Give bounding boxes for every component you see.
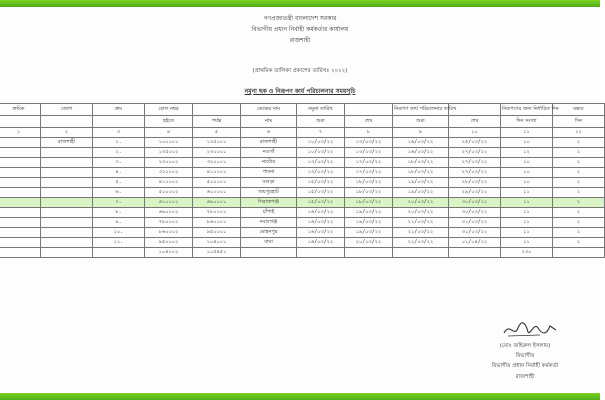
- table-cell: ১৫/০৩/২২: [297, 198, 345, 208]
- table-cell: ১৫/০৩/২২: [297, 178, 345, 188]
- table-cell: ক্রম: [93, 104, 145, 116]
- table-cell: ৩০/০৩/২২: [449, 198, 501, 208]
- table-cell: ৭: [297, 128, 345, 138]
- table-cell: শুরু: [297, 116, 345, 128]
- table-cell: পর্যন্ত: [193, 116, 241, 128]
- table-cell: ৩১/০৩/২২: [449, 218, 501, 228]
- header-line-1: গণপ্রজাতন্ত্রী বাংলাদেশ সরকার: [263, 15, 337, 22]
- table-cell: বাঘা: [241, 238, 297, 248]
- header-line-3: রাজশাহী: [289, 37, 311, 44]
- table-cell: [0, 158, 41, 168]
- table-cell: ১৮/০৩/২২: [345, 178, 393, 188]
- table-cell: [0, 138, 41, 148]
- table-cell: ৯৫০০০২: [145, 238, 193, 248]
- table-cell: [0, 238, 41, 248]
- table-row: [0, 238, 605, 248]
- table-cell: ২৭/০৩/২২: [449, 158, 501, 168]
- table-cell: মন্তব্য: [553, 104, 605, 116]
- table-cell: ৬.: [93, 188, 145, 198]
- table-cell: ২: [553, 198, 605, 208]
- table-cell: দিন সংখ্যা: [501, 116, 553, 128]
- table-cell: ১৩৫০০১: [193, 138, 241, 148]
- table-cell: শেষ: [345, 116, 393, 128]
- table-cell: ২৭/০৩/২২: [449, 168, 501, 178]
- signature-mark: [500, 318, 560, 340]
- table-cell: [241, 248, 297, 258]
- table-cell: শুরু: [393, 116, 449, 128]
- table-cell: ২: [553, 208, 605, 218]
- table-row: [0, 248, 605, 258]
- table-cell: জয়পুরহাট: [241, 188, 297, 198]
- table-cell: ২: [553, 158, 605, 168]
- table-cell: ১২: [553, 128, 605, 138]
- table-cell: [41, 168, 93, 178]
- table-cell: ১১: [501, 218, 553, 228]
- table-cell: দিন: [553, 116, 605, 128]
- table-cell: ৫০০০০১: [193, 178, 241, 188]
- table-cell: [93, 248, 145, 258]
- table-cell: ৮৬০০০১: [193, 218, 241, 228]
- table-cell: ১৬/০৩/২২: [297, 228, 345, 238]
- table-cell: ২: [553, 228, 605, 238]
- table-cell: ৮৬০০০২: [145, 228, 193, 238]
- table-cell: ৪: [145, 128, 193, 138]
- table-cell: ৩২০০০১: [193, 158, 241, 168]
- table-cell: ১০৪০০১: [193, 238, 241, 248]
- table-cell: ২৩০: [501, 248, 553, 258]
- table-cell: ১১: [501, 208, 553, 218]
- table-cell: [393, 248, 449, 258]
- table-cell: ৩: [93, 128, 145, 138]
- table-cell: ২২/০৩/২২: [393, 238, 449, 248]
- table-row: [0, 188, 605, 198]
- table-cell: [345, 248, 393, 258]
- table-cell: ১১.: [93, 238, 145, 248]
- table-cell: ২: [553, 148, 605, 158]
- table-cell: ৩২০০০২: [145, 168, 193, 178]
- table-cell: ৪.: [93, 168, 145, 178]
- table-cell: ১০: [449, 128, 501, 138]
- table-header-row: [0, 104, 605, 116]
- table-cell: নাটোর: [241, 158, 297, 168]
- table-cell: [345, 104, 393, 116]
- table-row: [0, 158, 605, 168]
- table-cell: ১০/০৩/২২: [297, 148, 345, 158]
- table-cell: [41, 148, 93, 158]
- table-cell: নাম: [241, 116, 297, 128]
- table-cell: ক্রমিক: [0, 104, 41, 116]
- table-cell: [193, 104, 241, 116]
- table-cell: ৫০০০০২: [145, 188, 193, 198]
- table-cell: ২০/০৩/২২: [345, 238, 393, 248]
- table-cell: ২৮/০৩/২২: [449, 178, 501, 188]
- table-cell: ১০৪০০২: [145, 248, 193, 258]
- table-cell: ৭৮০০০২: [145, 218, 193, 228]
- table-title: নমুনা ছক ও নিরূপণ কার্য পরিচালনার সময়সূচি: [244, 88, 356, 95]
- table-cell: ১১: [501, 128, 553, 138]
- table-cell: [93, 116, 145, 128]
- table-cell: ৩১/০৩/২২: [449, 228, 501, 238]
- table-cell: ১৩/০৩/২২: [345, 148, 393, 158]
- table-cell: [41, 198, 93, 208]
- table-cell: ১৩/০৩/২২: [345, 138, 393, 148]
- table-cell: রাজশাহী: [241, 138, 297, 148]
- table-cell: ১০/০৩/২২: [297, 138, 345, 148]
- table-cell: ১৩/০৩/২২: [297, 158, 345, 168]
- table-cell: ১৯/০৩/২২: [393, 188, 449, 198]
- table-cell: [297, 248, 345, 258]
- table-cell: ১৮/০৩/২২: [345, 188, 393, 198]
- table-cell: ১৬/০৩/২২: [393, 148, 449, 158]
- table-cell: ২৩০০০২: [145, 158, 193, 168]
- table-cell: ২১/০৩/২২: [393, 228, 449, 238]
- table-cell: [553, 248, 605, 258]
- signatory-location: রাজশাহী: [515, 374, 535, 380]
- table-cell: [0, 168, 41, 178]
- table-cell: ৫: [193, 128, 241, 138]
- table-cell: ৮: [345, 128, 393, 138]
- table-cell: চাঁপাই: [241, 208, 297, 218]
- table-cell: ১৮/০৩/২২: [393, 158, 449, 168]
- table-row: [0, 198, 605, 208]
- table-cell: ৬৯০০০২: [145, 208, 193, 218]
- table-number-row: [0, 128, 605, 138]
- table-cell: ১৬/০৩/২২: [297, 238, 345, 248]
- table-row: [0, 148, 605, 158]
- table-cell: কেন্দ্রের নাম: [241, 104, 297, 116]
- table-cell: ১৯/০৩/২২: [345, 218, 393, 228]
- table-cell: [41, 238, 93, 248]
- table-cell: ৯.: [93, 218, 145, 228]
- table-cell: ০১/০৪/২২: [449, 238, 501, 248]
- table-cell: [0, 188, 41, 198]
- table-cell: ২০/০৩/২২: [393, 208, 449, 218]
- table-cell: নমুনা তারিখ: [297, 104, 345, 116]
- table-cell: ২.: [93, 148, 145, 158]
- table-cell: ২৩০০০১: [193, 148, 241, 158]
- table-cell: [0, 148, 41, 158]
- table-cell: ১৮/০৩/২২: [393, 168, 449, 178]
- table-cell: ১০: [501, 178, 553, 188]
- table-cell: ৯৫০০০১: [193, 228, 241, 238]
- signatory-name: (মোঃ জহিরুল ইসলাম): [499, 343, 551, 349]
- table-cell: ১৭/০৩/২২: [345, 158, 393, 168]
- table-cell: ২: [41, 128, 93, 138]
- table-cell: [41, 116, 93, 128]
- table-cell: ১১: [501, 228, 553, 238]
- table-cell: ২৭/০৩/২২: [449, 148, 501, 158]
- table-cell: রাজশাহী: [41, 138, 93, 148]
- table-cell: ১৯/০৩/২২: [345, 208, 393, 218]
- table-cell: ৬১০০০১: [193, 188, 241, 198]
- table-cell: [0, 218, 41, 228]
- table-cell: ২: [553, 218, 605, 228]
- table-cell: [0, 116, 41, 128]
- table-cell: বগুড়া: [241, 178, 297, 188]
- table-cell: ৩০/০৩/২২: [449, 208, 501, 218]
- table-row: [0, 178, 605, 188]
- table-row: [0, 208, 605, 218]
- table-cell: [41, 248, 93, 258]
- table-cell: ১১: [501, 188, 553, 198]
- table-cell: ৮.: [93, 208, 145, 218]
- table-cell: ১৬/০৩/২২: [297, 218, 345, 228]
- table-cell: [41, 178, 93, 188]
- table-cell: ১১: [501, 198, 553, 208]
- table-cell: ১০: [501, 168, 553, 178]
- header-line-2: বিভাগীয় প্রধান নির্বাহী কর্মকর্তার কার্যালয়: [251, 26, 349, 33]
- table-cell: ১৬/০৩/২২: [297, 208, 345, 218]
- table-cell: পাবনা: [241, 168, 297, 178]
- table-cell: [41, 188, 93, 198]
- table-cell: ১৬/০৩/২২: [393, 138, 449, 148]
- table-cell: ৬৯০০০১: [193, 198, 241, 208]
- table-cell: ২: [553, 178, 605, 188]
- bottom-green-border: [0, 393, 600, 400]
- table-cell: ১৩৫০০২: [145, 148, 193, 158]
- table-cell: জেলা: [41, 104, 93, 116]
- table-cell: রোল নম্বর: [145, 104, 193, 116]
- table-cell: [0, 198, 41, 208]
- table-cell: [0, 208, 41, 218]
- table-cell: [0, 248, 41, 258]
- table-cell: ১৮/০৩/২২: [345, 198, 393, 208]
- table-cell: ১৯/০৩/২২: [345, 228, 393, 238]
- table-cell: ২১/০৩/২২: [393, 218, 449, 228]
- table-cell: ২৯/০৩/২২: [449, 188, 501, 198]
- header-line-4: (প্রাথমিক তালিকা প্রকাশের তারিখঃ ২০২২): [252, 68, 348, 74]
- table-cell: ১৫/০৩/২২: [297, 188, 345, 198]
- table-cell: নিরূপণের জন্য নির্ধারিত দিন: [501, 104, 553, 116]
- table-cell: নওগাঁ: [241, 148, 297, 158]
- table-cell: ১০৫৪৫১: [193, 248, 241, 258]
- table-cell: ৩.: [93, 158, 145, 168]
- table-cell: ১০.: [93, 228, 145, 238]
- table-cell: ২০/০৩/২২: [393, 198, 449, 208]
- table-cell: ৭৮০০০১: [193, 208, 241, 218]
- table-cell: ১: [0, 128, 41, 138]
- table-cell: ৬: [241, 128, 297, 138]
- schedule-table: [0, 103, 605, 258]
- table-cell: ১১: [501, 238, 553, 248]
- table-cell: ৯: [393, 128, 449, 138]
- table-row: [0, 168, 605, 178]
- table-cell: ৪১০০০২: [145, 178, 193, 188]
- table-cell: [449, 248, 501, 258]
- table-cell: ১০: [501, 158, 553, 168]
- signatory-office: বিভাগীয় প্রধান নির্বাহী কর্মকর্তা: [491, 363, 559, 369]
- table-cell: [41, 218, 93, 228]
- table-cell: ২: [553, 238, 605, 248]
- table-cell: [0, 178, 41, 188]
- table-cell: নিরূপণ কার্য পরিচালনার তারিখ: [393, 104, 449, 116]
- table-cell: ২: [553, 188, 605, 198]
- signatory-role: বিভাগীয়: [515, 353, 535, 359]
- table-cell: সিরাজগঞ্জ: [241, 198, 297, 208]
- table-cell: ৬১০০০২: [145, 198, 193, 208]
- table-cell: ১৩/০৩/২২: [297, 168, 345, 178]
- table-row: [0, 218, 605, 228]
- table-cell: ৫.: [93, 178, 145, 188]
- top-green-border: [0, 0, 600, 7]
- table-cell: হইতে: [145, 116, 193, 128]
- table-cell: ১০০০০১: [145, 138, 193, 148]
- table-cell: ১৯/০৩/২২: [393, 178, 449, 188]
- table-cell: ১২: [501, 148, 553, 158]
- table-cell: ২৫/০৩/২২: [449, 138, 501, 148]
- table-cell: ২: [553, 138, 605, 148]
- table-cell: [41, 158, 93, 168]
- table-cell: [41, 208, 93, 218]
- table-cell: ১৭/০৩/২২: [345, 168, 393, 178]
- table-cell: [0, 228, 41, 238]
- table-cell: ৪১০০০১: [193, 168, 241, 178]
- table-row: [0, 228, 605, 238]
- table-cell: শেষ: [449, 116, 501, 128]
- table-cell: মোহনপুর: [241, 228, 297, 238]
- table-cell: [449, 104, 501, 116]
- table-cell: নবাবগঞ্জ: [241, 218, 297, 228]
- table-row: [0, 138, 605, 148]
- table-cell: ২: [553, 168, 605, 178]
- table-cell: ৭.: [93, 198, 145, 208]
- table-cell: [41, 228, 93, 238]
- table-cell: ১.: [93, 138, 145, 148]
- table-subheader-row: [0, 116, 605, 128]
- table-cell: ১০: [501, 138, 553, 148]
